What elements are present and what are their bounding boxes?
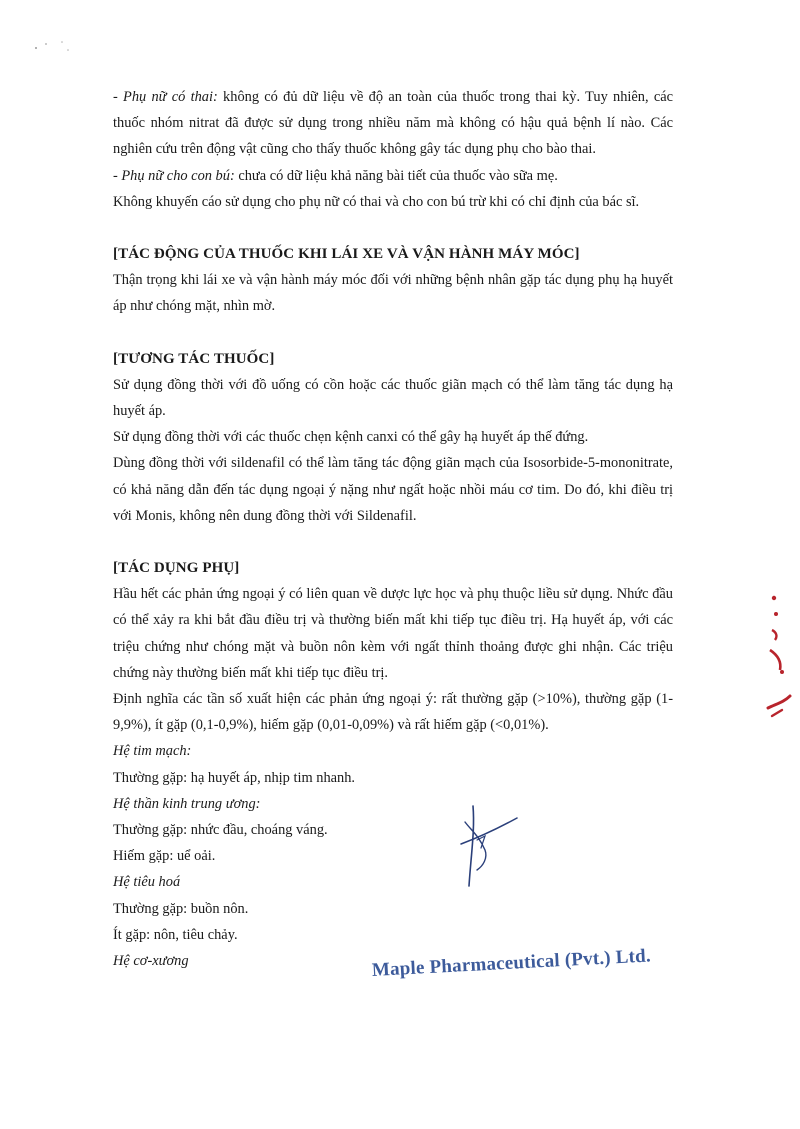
- digestive-uncommon: Ít gặp: nôn, tiêu chảy.: [113, 926, 238, 943]
- frequency-definition: Định nghĩa các tần số xuất hiện các phản ứng ngoại ý: rất thường gặp (>10%), thường gặp (1-9,9%), ít gặp (0,1-0,9%), hiếm gặp (0,01-0,09%) và rất hiếm gặp (<0,01%).: [113, 691, 673, 734]
- pregnancy-label: - Phụ nữ có thai:: [113, 89, 218, 105]
- driving-text: Thận trọng khi lái xe và vận hành máy móc đối với những bệnh nhân gặp tác dụng phụ hạ huyết áp như chóng mặt, nhìn mờ.: [113, 272, 673, 315]
- digestive-common: Thường gặp: buồn nôn.: [113, 900, 249, 917]
- seal-edge-marks-icon: [760, 590, 794, 730]
- breastfeeding-paragraph: [113, 163, 673, 189]
- interaction-paragraph-3: Dùng đồng thời với sildenafil có thể làm tăng tác động giãn mạch của Isosorbide-5-mononitrate, có khả năng dẫn đến tác dụng ngoại ý nặng như ngất hoặc nhồi máu cơ tim. Do đó, khi điều trị với Monis, không nên dung đồng thời với Sildenafil.: [113, 455, 673, 524]
- pregnancy-paragraph: [113, 84, 673, 163]
- scan-artifact-icon: [28, 34, 78, 56]
- side-effects-intro: Hầu hết các phản ứng ngoại ý có liên quan về dược lực học và phụ thuộc liều sử dụng. Nhức đầu có thể xảy ra khi bắt đầu điều trị và thường biến mất khi tiếp tục điều trị. Hạ huyết áp, với các triệu chứng như chóng mặt và buồn nôn kèm với ngất thỉnh thoảng được ghi nhận. Các triệu chứng này thường biến mất khi tiếp tục điều trị.: [113, 586, 673, 681]
- cardiovascular-common: Thường gặp: hạ huyết áp, nhịp tim nhanh.: [113, 769, 356, 786]
- musculoskeletal-title: Hệ cơ-xương: [113, 953, 189, 970]
- interactions-heading: [TƯƠNG TÁC THUỐC]: [113, 350, 275, 367]
- side-effects-heading: [TÁC DỤNG PHỤ]: [113, 560, 240, 577]
- cardiovascular-title: Hệ tim mạch:: [113, 743, 192, 760]
- pregnancy-text: không có đủ dữ liệu về độ an toàn của thuốc trong thai kỳ. Tuy nhiên, các thuốc nhóm nitrat đã được sử dụng trong nhiều năm mà không có hậu quả bệnh lí nào. Các nghiên cứu trên động vật cũng cho thấy thuốc không gây tác dụng phụ cho bào thai.: [113, 89, 673, 158]
- interaction-paragraph-1: Sử dụng đồng thời với đồ uống có cồn hoặc các thuốc giãn mạch có thể làm tăng tác dụng hạ huyết áp.: [113, 376, 673, 420]
- cns-common: Thường gặp: nhức đầu, choáng váng.: [113, 822, 328, 839]
- recommendation-text: Không khuyến cáo sử dụng cho phụ nữ có thai và cho con bú trừ khi có chỉ định của bác sĩ.: [113, 193, 640, 210]
- cns-title: Hệ thần kinh trung ương:: [113, 795, 261, 812]
- document-body: [113, 84, 673, 974]
- cns-rare: Hiếm gặp: uể oải.: [113, 848, 216, 865]
- driving-heading: [TÁC ĐỘNG CỦA THUỐC KHI LÁI XE VÀ VẬN HÀNH MÁY MÓC]: [113, 246, 580, 263]
- digestive-title: Hệ tiêu hoá: [113, 874, 181, 891]
- breastfeeding-text: chưa có dữ liệu khả năng bài tiết của thuốc vào sữa mẹ.: [234, 167, 558, 184]
- signature-icon: [455, 800, 525, 890]
- interaction-paragraph-2: Sử dụng đồng thời với các thuốc chẹn kệnh canxi có thể gây hạ huyết áp thế đứng.: [113, 429, 589, 446]
- breastfeeding-label: - Phụ nữ cho con bú:: [113, 167, 235, 184]
- company-stamp: Maple Pharmaceutical (Pvt.) Ltd.: [371, 945, 652, 981]
